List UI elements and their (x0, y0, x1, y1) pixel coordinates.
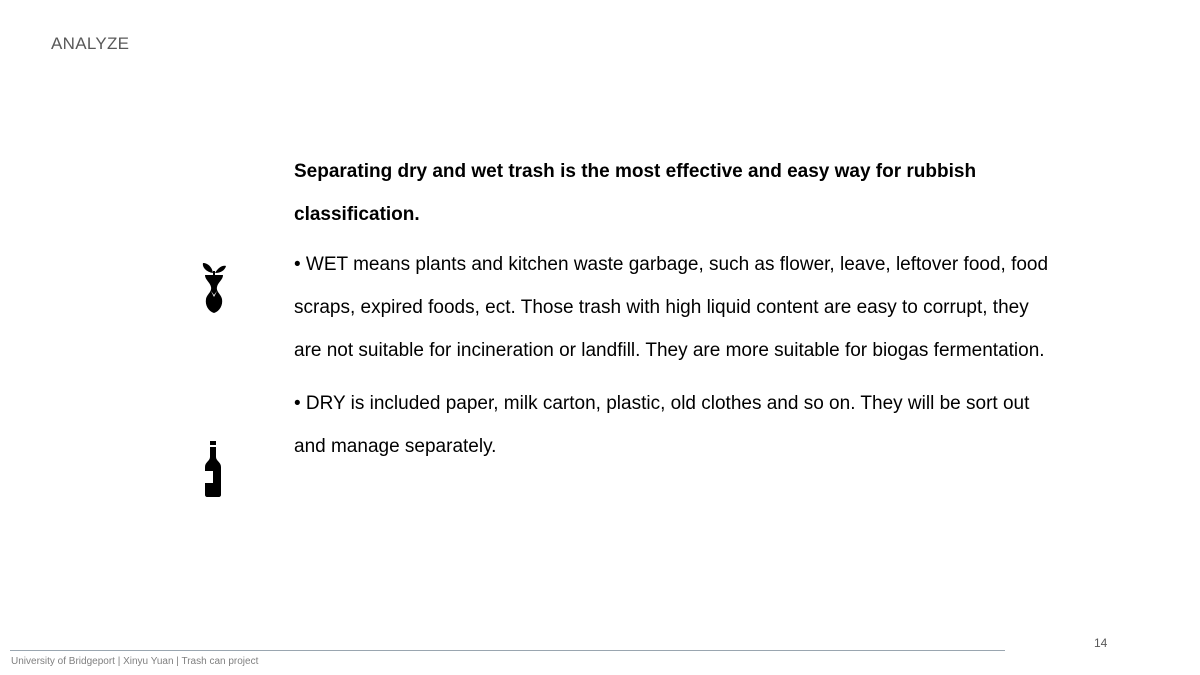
main-content (294, 150, 1054, 468)
intro-statement: Separating dry and wet trash is the most effective and easy way for rubbish classification. (294, 161, 977, 225)
footer-credits: University of Bridgeport | Xinyu Yuan | Trash can project (11, 656, 259, 667)
footer-divider (10, 650, 1005, 651)
section-label: ANALYZE (51, 34, 130, 53)
wet-trash-bullet: • WET means plants and kitchen waste garbage, such as flower, leave, leftover food, food scraps, expired foods, ect. Those trash with high liquid content are easy to corrupt, they are not suitable for incineration or landfill. They are more suitable for biogas fermentation. (294, 254, 1049, 361)
apple-core-icon (200, 262, 228, 314)
dry-trash-bullet: • DRY is included paper, milk carton, plastic, old clothes and so on. They will be sort out and manage separately. (294, 393, 1030, 457)
page-number: 14 (1094, 636, 1108, 650)
bottle-icon (203, 441, 223, 497)
